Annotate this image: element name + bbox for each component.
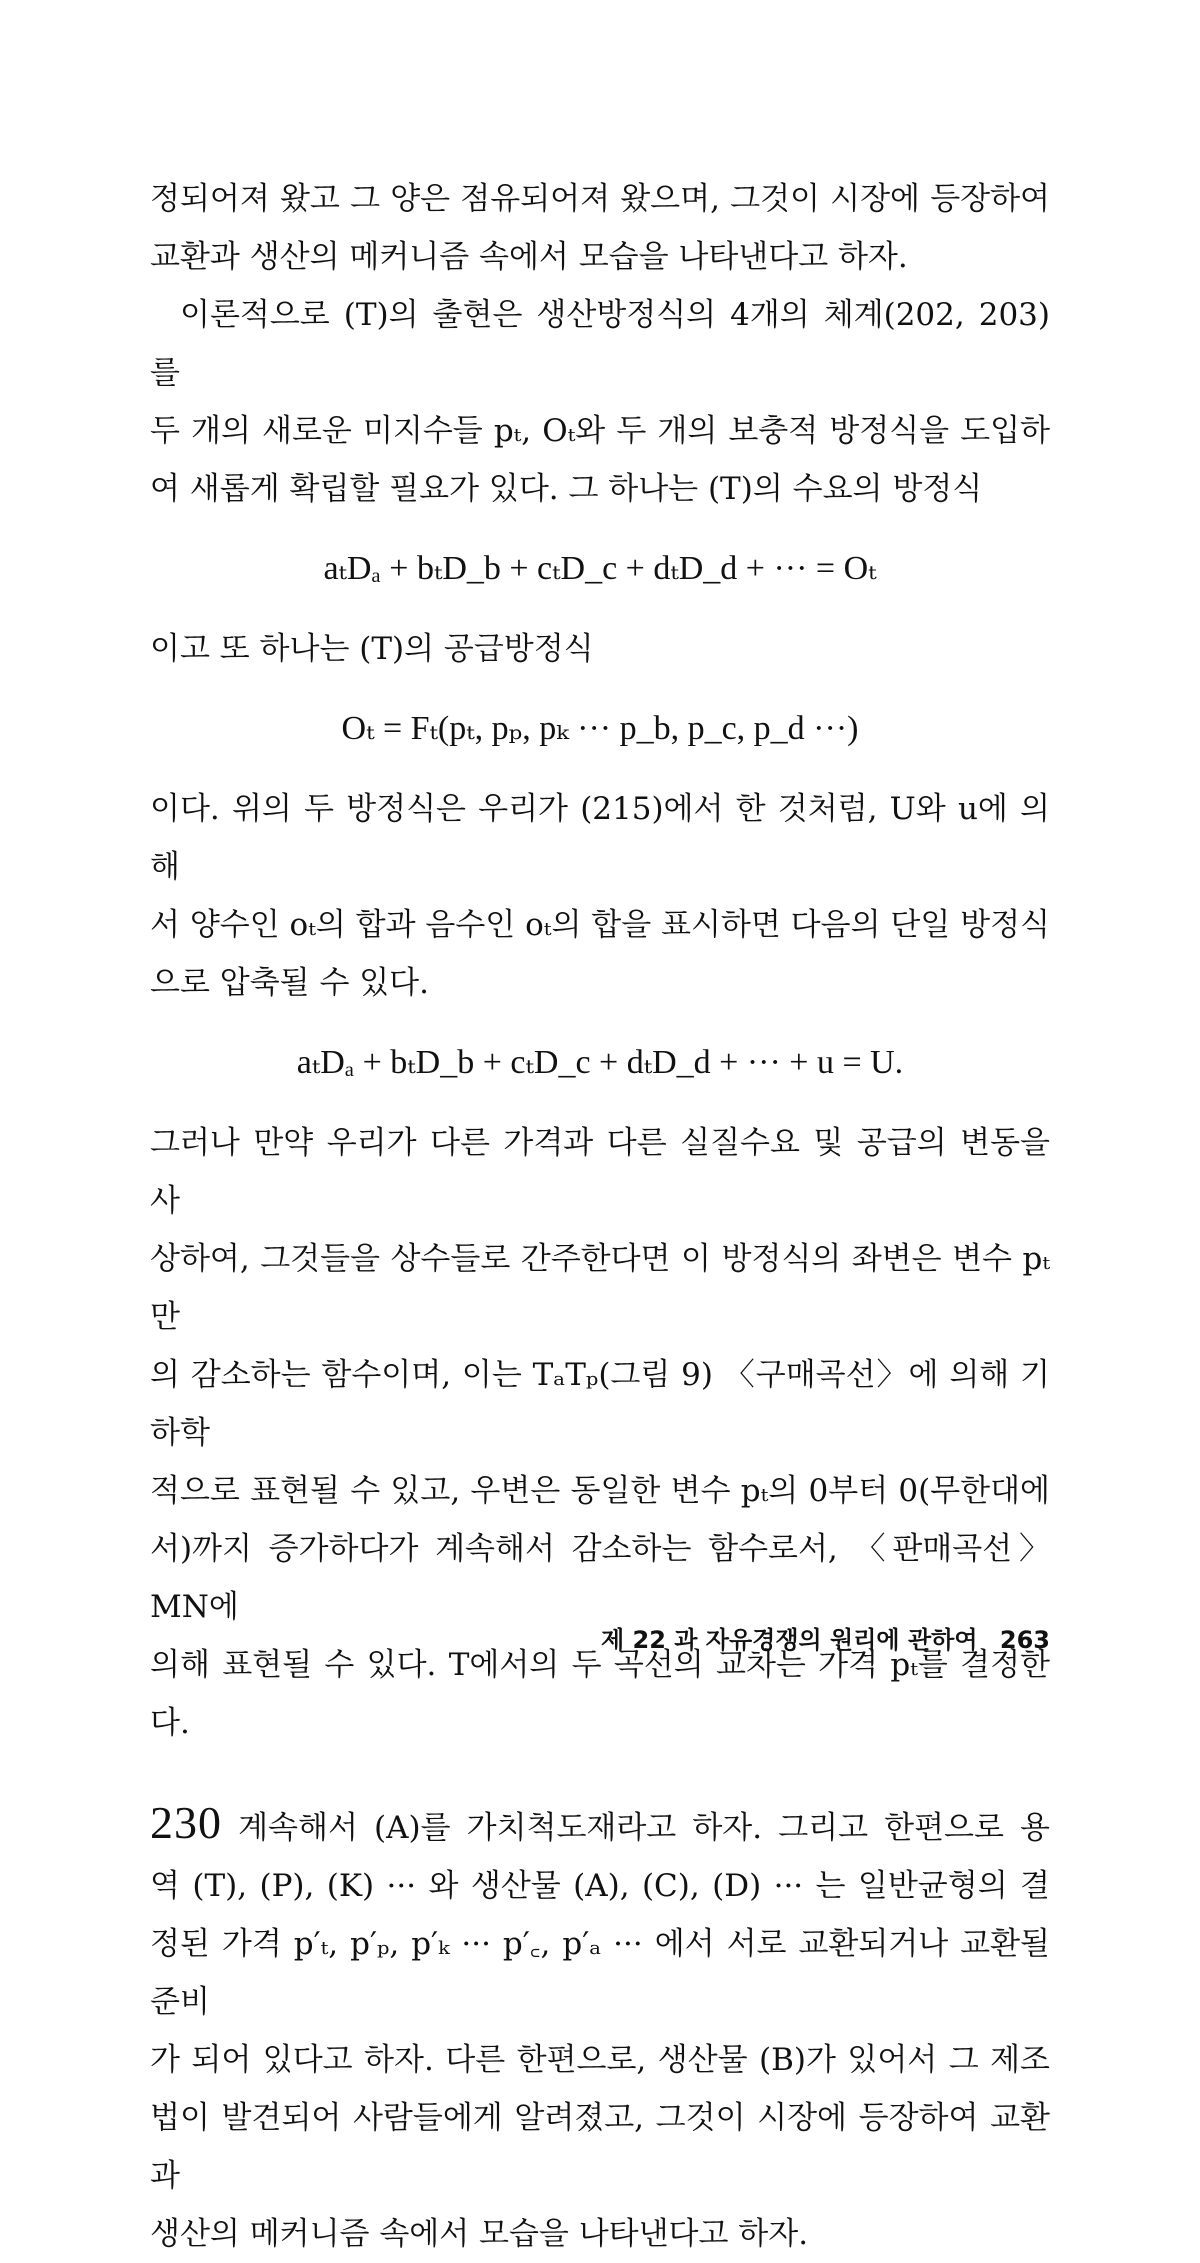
text-line: 생산의 메커니즘 속에서 모습을 나타낸다고 하자. <box>150 2216 809 2252</box>
text-line: 그러나 만약 우리가 다른 가격과 다른 실질수요 및 공급의 변동을 사 <box>150 1125 1050 1219</box>
text-line: 정된 가격 p′ₜ, p′ₚ, p′ₖ ··· p′꜀, p′ₐ ··· 에서 서로 교환되거나 교환될 준비 <box>150 1926 1050 2020</box>
text-line: 의해 표현될 수 있다. T에서의 두 곡선의 교차는 가격 pₜ를 결정한다. <box>150 1647 1050 1741</box>
text-line: 계속해서 (A)를 가치척도재라고 하자. 그리고 한편으로 용 <box>238 1810 1050 1846</box>
section-number: 230 <box>150 1797 222 1848</box>
text-line: 여 새롭게 확립할 필요가 있다. 그 하나는 (T)의 수요의 방정식 <box>150 471 983 507</box>
page-footer <box>0 1620 1050 1655</box>
supply-equation: Oₜ = Fₜ(pₜ, pₚ, pₖ ··· p_b, p_c, p_d ···) <box>341 710 859 747</box>
text-line: 이론적으로 (T)의 출현은 생산방정식의 4개의 체계(202, 203)를 <box>150 297 1050 391</box>
chapter-title: 제 22 과 자유경쟁의 원리에 관하여 <box>600 1626 978 1654</box>
text-line: 으로 압축될 수 있다. <box>150 965 429 1001</box>
text-line: 서 양수인 oₜ의 합과 음수인 oₜ의 합을 표시하면 다음의 단일 방정식 <box>150 907 1050 943</box>
text-line: 서)까지 증가하다가 계속해서 감소하는 함수로서, 〈판매곡선〉 MN에 <box>150 1531 1050 1625</box>
demand-equation: aₜDₐ + bₜD_b + cₜD_c + dₜD_d + ··· = Oₜ <box>323 550 877 587</box>
page-body <box>150 170 1050 2263</box>
text-line: 이고 또 하나는 (T)의 공급방정식 <box>150 631 594 667</box>
text-line: 교환과 생산의 메커니즘 속에서 모습을 나타낸다고 하자. <box>150 239 908 275</box>
text-line: 정되어져 왔고 그 양은 점유되어져 왔으며, 그것이 시장에 등장하여 <box>150 181 1050 217</box>
section-230-first-line <box>150 1794 1050 1857</box>
combined-equation: aₜDₐ + bₜD_b + cₜD_c + dₜD_d + ··· + u = U. <box>296 1044 904 1081</box>
page-number: 263 <box>999 1626 1050 1654</box>
text-line: 적으로 표현될 수 있고, 우변은 동일한 변수 pₜ의 0부터 0(무한대에 <box>150 1473 1050 1509</box>
text-line: 역 (T), (P), (K) ··· 와 생산물 (A), (C), (D) ··· 는 일반균형의 결 <box>150 1868 1050 1904</box>
text-line: 이다. 위의 두 방정식은 우리가 (215)에서 한 것처럼, U와 u에 의해 <box>150 791 1050 885</box>
text-line: 법이 발견되어 사람들에게 알려졌고, 그것이 시장에 등장하여 교환과 <box>150 2100 1050 2194</box>
text-line: 상하여, 그것들을 상수들로 간주한다면 이 방정식의 좌변은 변수 pₜ만 <box>150 1241 1050 1335</box>
text-line: 의 감소하는 함수이며, 이는 TₐTₚ(그림 9) 〈구매곡선〉에 의해 기하학 <box>150 1357 1050 1451</box>
text-line: 두 개의 새로운 미지수들 pₜ, Oₜ와 두 개의 보충적 방정식을 도입하 <box>150 413 1050 449</box>
text-line: 가 되어 있다고 하자. 다른 한편으로, 생산물 (B)가 있어서 그 제조 <box>150 2042 1050 2078</box>
